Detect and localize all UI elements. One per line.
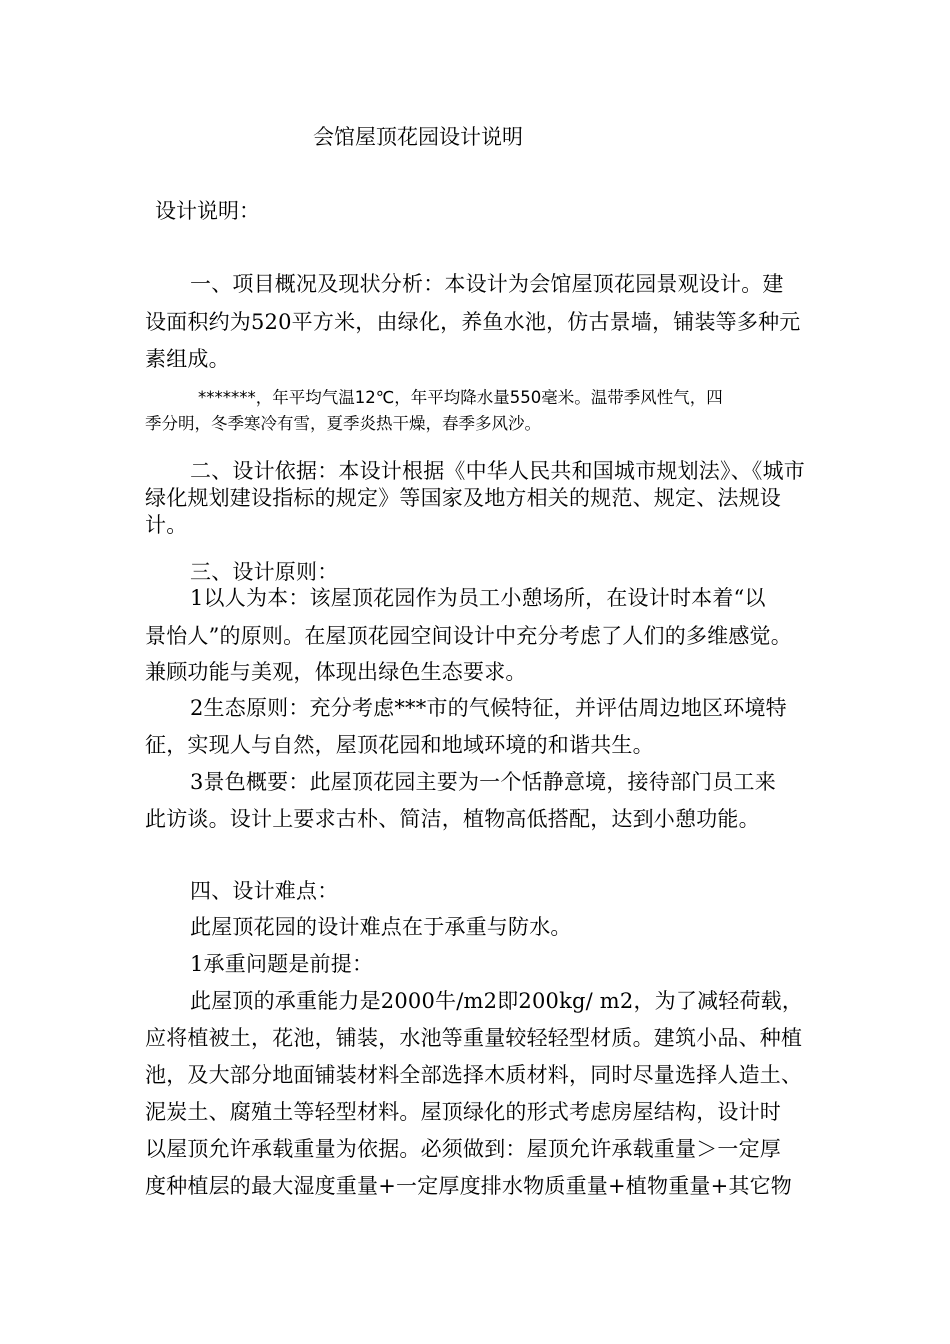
paragraph-line: 二、设计依据：本设计根据《中华人民共和国城市规划法》、《城市: [190, 459, 805, 483]
paragraph-line: 3景色概要：此屋顶花园主要为一个恬静意境，接待部门员工来: [190, 770, 776, 794]
paragraph-line: 池，及大部分地面铺装材料全部选择木质材料，同时尽量选择人造土、: [145, 1063, 803, 1087]
section-subhead: 设计说明：: [155, 199, 260, 223]
paragraph-line: 景怡人”的原则。在屋顶花园空间设计中充分考虑了人们的多维感觉。: [145, 624, 792, 648]
paragraph-line: 泥炭土、腐殖土等轻型材料。屋顶绿化的形式考虑房屋结构，设计时: [145, 1100, 781, 1124]
paragraph-line: 此访谈。设计上要求古朴、简洁，植物高低搭配，达到小憩功能。: [145, 807, 760, 831]
paragraph-line: 度种植层的最大湿度重量+一定厚度排水物质重量+植物重量+其它物: [145, 1174, 792, 1198]
paragraph-line: 应将植被土，花池，铺装，水池等重量较轻轻型材质。建筑小品、种植: [145, 1026, 803, 1050]
paragraph-line: 素组成。: [145, 347, 230, 371]
paragraph-line: 一、项目概况及现状分析：本设计为会馆屋顶花园景观设计。建: [190, 272, 784, 296]
paragraph-line: 征，实现人与自然，屋顶花园和地域环境的和谐共生。: [145, 733, 654, 757]
paragraph-line: 以屋顶允许承载重量为依据。必须做到：屋顶允许承载重量＞一定厚: [145, 1137, 781, 1161]
section-heading: 三、设计原则：: [190, 560, 339, 584]
paragraph-line: *******，年平均气温12℃，年平均降水量550毫米。温带季风性气，四: [198, 388, 723, 407]
paragraph-line: 此屋顶花园的设计难点在于承重与防水。: [190, 915, 572, 939]
paragraph-line: 2生态原则：充分考虑***市的气候特征，并评估周边地区环境特: [190, 696, 787, 720]
document-title: 会馆屋顶花园设计说明: [313, 125, 523, 149]
paragraph-line: 季分明，冬季寒冷有雪，夏季炎热干燥，春季多风沙。: [145, 414, 541, 433]
paragraph-line: 绿化规划建设指标的规定》等国家及地方相关的规范、规定、法规设: [145, 486, 781, 510]
paragraph-line: 1以人为本：该屋顶花园作为员工小憩场所，在设计时本着“以: [190, 586, 766, 610]
paragraph-line: 计。: [145, 513, 188, 537]
paragraph-line: 设面积约为520平方米，由绿化，养鱼水池，仿古景墙，铺装等多种元: [145, 310, 801, 334]
paragraph-line: 此屋顶的承重能力是2000牛/m2即200kg/ m2，为了减轻荷载，: [190, 989, 804, 1013]
paragraph-line: 1承重问题是前提：: [190, 952, 374, 976]
section-heading: 四、设计难点：: [190, 879, 339, 903]
paragraph-line: 兼顾功能与美观，体现出绿色生态要求。: [145, 660, 527, 684]
